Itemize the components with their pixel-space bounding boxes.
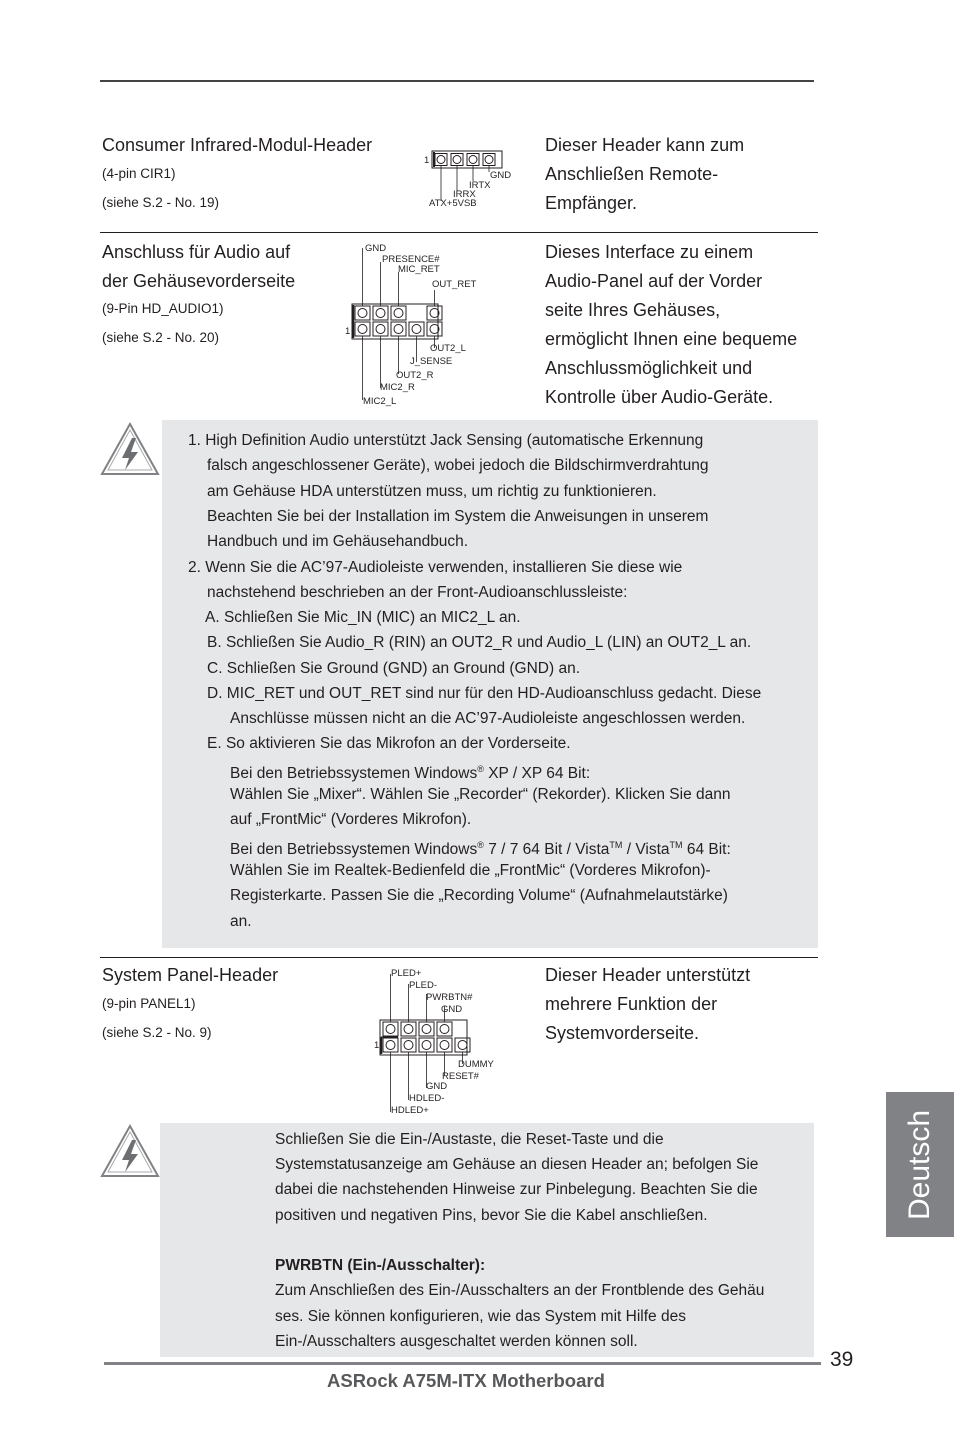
pin-label-out-ret: OUT_RET bbox=[432, 279, 477, 290]
section-divider bbox=[100, 232, 818, 233]
footer-title: ASRock A75M-ITX Motherboard bbox=[327, 1370, 605, 1391]
warning-icon bbox=[100, 420, 162, 483]
cir-see-ref: (siehe S.2 - No. 19) bbox=[102, 195, 220, 210]
note-line: falsch angeschlossener Geräte), wobei jedoch die Bildschirmverdrahtung bbox=[207, 457, 709, 474]
pin1-marker: 1 bbox=[345, 326, 351, 337]
cir-desc-line: Anschließen Remote- bbox=[545, 164, 719, 184]
section-divider bbox=[100, 957, 818, 958]
pin-label-gnd: GND bbox=[441, 1004, 463, 1015]
note-line: an. bbox=[230, 913, 252, 930]
pin-label-hdled-minus: HDLED- bbox=[409, 1093, 445, 1104]
note-line: 2. Wenn Sie die AC’97-Audioleiste verwenden, installieren Sie diese wie bbox=[188, 559, 683, 576]
note-line: Wählen Sie im Realtek-Bedienfeld die „FrontMic“ (Vorderes Mikrofon)- bbox=[230, 862, 711, 879]
audio-desc-line: Audio-Panel auf der Vorder bbox=[545, 271, 763, 291]
note-box-panel bbox=[160, 1123, 814, 1357]
note-line: Registerkarte. Passen Sie die „Recording Volume“ (Aufnahmelautstärke) bbox=[230, 887, 728, 904]
note-heading: PWRBTN (Ein-/Ausschalter): bbox=[275, 1257, 486, 1274]
pin-label-irtx: IRTX bbox=[469, 180, 491, 191]
audio-desc-line: Anschlussmöglichkeit und bbox=[545, 358, 753, 378]
pin-label-dummy: DUMMY bbox=[458, 1059, 494, 1070]
panel-desc-line: Dieser Header unterstützt bbox=[545, 965, 751, 985]
note-line: Anschlüsse müssen nicht an die AC’97-Audioleiste angeschlossen werden. bbox=[230, 710, 746, 727]
note-line: dabei die nachstehenden Hinweise zur Pinbelegung. Beachten Sie die bbox=[275, 1181, 758, 1198]
audio-pin-spec: (9-Pin HD_AUDIO1) bbox=[102, 301, 224, 316]
pin-label-mic-ret: MIC_RET bbox=[398, 264, 440, 275]
pin-label-j-sense: J_SENSE bbox=[410, 356, 453, 367]
pin-label-mic2-r: MIC2_R bbox=[380, 382, 415, 393]
panel-description bbox=[545, 961, 750, 1048]
cir-title: Consumer Infrared-Modul-Header bbox=[102, 135, 373, 155]
note-line: Beachten Sie bei der Installation im System die Anweisungen in unserem bbox=[207, 508, 709, 525]
note-line: E. So aktivieren Sie das Mikrofon an der Vorderseite. bbox=[207, 735, 571, 752]
audio-desc-line: Kontrolle über Audio-Geräte. bbox=[545, 387, 774, 407]
panel-header-diagram bbox=[370, 964, 510, 1116]
panel-see-ref: (siehe S.2 - No. 9) bbox=[102, 1025, 212, 1040]
panel-pin-spec: (9-pin PANEL1) bbox=[102, 996, 196, 1011]
cir-header-diagram bbox=[420, 145, 520, 210]
note-line: Schließen Sie die Ein-/Austaste, die Reset-Taste und die bbox=[275, 1131, 664, 1148]
note-line: C. Schließen Sie Ground (GND) an Ground (GND) an. bbox=[207, 660, 580, 677]
top-rule bbox=[100, 80, 814, 82]
pin-label-mic2-l: MIC2_L bbox=[363, 396, 397, 407]
audio-title-line: der Gehäusevorderseite bbox=[102, 271, 296, 291]
registered-mark: ® bbox=[477, 840, 484, 850]
note-text: Bei den Betriebssystemen Windows bbox=[230, 841, 478, 859]
cir-desc-line: Empfänger. bbox=[545, 193, 638, 213]
pin-label-gnd: GND bbox=[365, 243, 387, 254]
registered-mark: ® bbox=[477, 764, 484, 774]
note-text: / Vista bbox=[622, 841, 670, 859]
note-line: positiven und negativen Pins, bevor Sie die Kabel anschließen. bbox=[275, 1207, 708, 1224]
pin-label-reset: RESET# bbox=[442, 1071, 479, 1082]
pin-label-out2-r: OUT2_R bbox=[396, 370, 434, 381]
note-line: Ein-/Ausschalters ausgeschaltet werden können soll. bbox=[275, 1333, 638, 1350]
warning-icon bbox=[100, 1122, 162, 1185]
note-line: Systemstatusanzeige am Gehäuse an diesen Header an; befolgen Sie bbox=[275, 1156, 759, 1173]
note-line: Zum Anschließen des Ein-/Ausschalters an der Frontblende des Gehäu bbox=[275, 1282, 765, 1299]
panel-desc-line: Systemvorderseite. bbox=[545, 1023, 700, 1043]
note-text: XP / XP 64 Bit: bbox=[483, 765, 591, 783]
cir-desc-line: Dieser Header kann zum bbox=[545, 135, 745, 155]
note-line: A. Schließen Sie Mic_IN (MIC) an MIC2_L an. bbox=[205, 609, 521, 626]
pin-label-irrx: IRRX bbox=[453, 189, 476, 200]
pin1-marker: 1 bbox=[424, 155, 430, 166]
audio-desc-line: seite Ihres Gehäuses, bbox=[545, 300, 721, 320]
cir-description bbox=[545, 131, 744, 218]
audio-desc-line: Dieses Interface zu einem bbox=[545, 242, 754, 262]
note-line: Handbuch und im Gehäusehandbuch. bbox=[207, 533, 469, 550]
language-tab-label: Deutsch bbox=[903, 1109, 936, 1220]
audio-see-ref: (siehe S.2 - No. 20) bbox=[102, 330, 220, 345]
panel-desc-line: mehrere Funktion der bbox=[545, 994, 718, 1014]
audio-description bbox=[545, 238, 797, 412]
cir-pin-spec: (4-pin CIR1) bbox=[102, 166, 176, 181]
pin-label-pwrbtn: PWRBTN# bbox=[426, 992, 473, 1003]
pin-label-gnd-2: GND bbox=[426, 1081, 448, 1092]
note-text: 7 / 7 64 Bit / Vista bbox=[483, 841, 610, 859]
language-tab bbox=[886, 1092, 954, 1237]
pin-label-atx5vsb: ATX+5VSB bbox=[429, 198, 477, 209]
pin-label-pled-plus: PLED+ bbox=[391, 968, 422, 979]
audio-header-diagram bbox=[340, 238, 490, 408]
note-line: nachstehend beschrieben an der Front-Audioanschlussleiste: bbox=[207, 584, 628, 601]
trademark: TM bbox=[609, 840, 623, 850]
note-line: D. MIC_RET und OUT_RET sind nur für den HD-Audioanschluss gedacht. Diese bbox=[207, 685, 762, 702]
pin1-marker: 1 bbox=[374, 1040, 380, 1051]
pin-label-pled-minus: PLED- bbox=[409, 980, 437, 991]
audio-desc-line: ermöglicht Ihnen eine bequeme bbox=[545, 329, 798, 349]
note-text: Bei den Betriebssystemen Windows bbox=[230, 765, 478, 783]
pin-label-presence: PRESENCE# bbox=[382, 254, 440, 265]
pin-label-gnd: GND bbox=[490, 170, 512, 181]
note-line: Wählen Sie „Mixer“. Wählen Sie „Recorder“ (Rekorder). Klicken Sie dann bbox=[230, 786, 731, 803]
note-line: 1. High Definition Audio unterstützt Jack Sensing (automatische Erkennung bbox=[188, 432, 704, 449]
pin-label-hdled-plus: HDLED+ bbox=[391, 1105, 429, 1116]
note-line: B. Schließen Sie Audio_R (RIN) an OUT2_R und Audio_L (LIN) an OUT2_L an. bbox=[207, 634, 752, 651]
page-number: 39 bbox=[830, 1348, 854, 1371]
note-line: auf „FrontMic“ (Vorderes Mikrofon). bbox=[230, 811, 472, 828]
note-line: ses. Sie können konfigurieren, wie das System mit Hilfe des bbox=[275, 1308, 686, 1325]
panel-title: System Panel-Header bbox=[102, 965, 279, 985]
footer-rule bbox=[104, 1362, 821, 1365]
note-text: 64 Bit: bbox=[682, 841, 731, 859]
audio-title bbox=[102, 238, 295, 296]
trademark: TM bbox=[669, 840, 683, 850]
pin-label-out2-l: OUT2_L bbox=[430, 343, 466, 354]
note-box-audio bbox=[162, 420, 818, 948]
audio-title-line: Anschluss für Audio auf bbox=[102, 242, 291, 262]
note-line: am Gehäuse HDA unterstützen muss, um richtig zu funktionieren. bbox=[207, 483, 657, 500]
